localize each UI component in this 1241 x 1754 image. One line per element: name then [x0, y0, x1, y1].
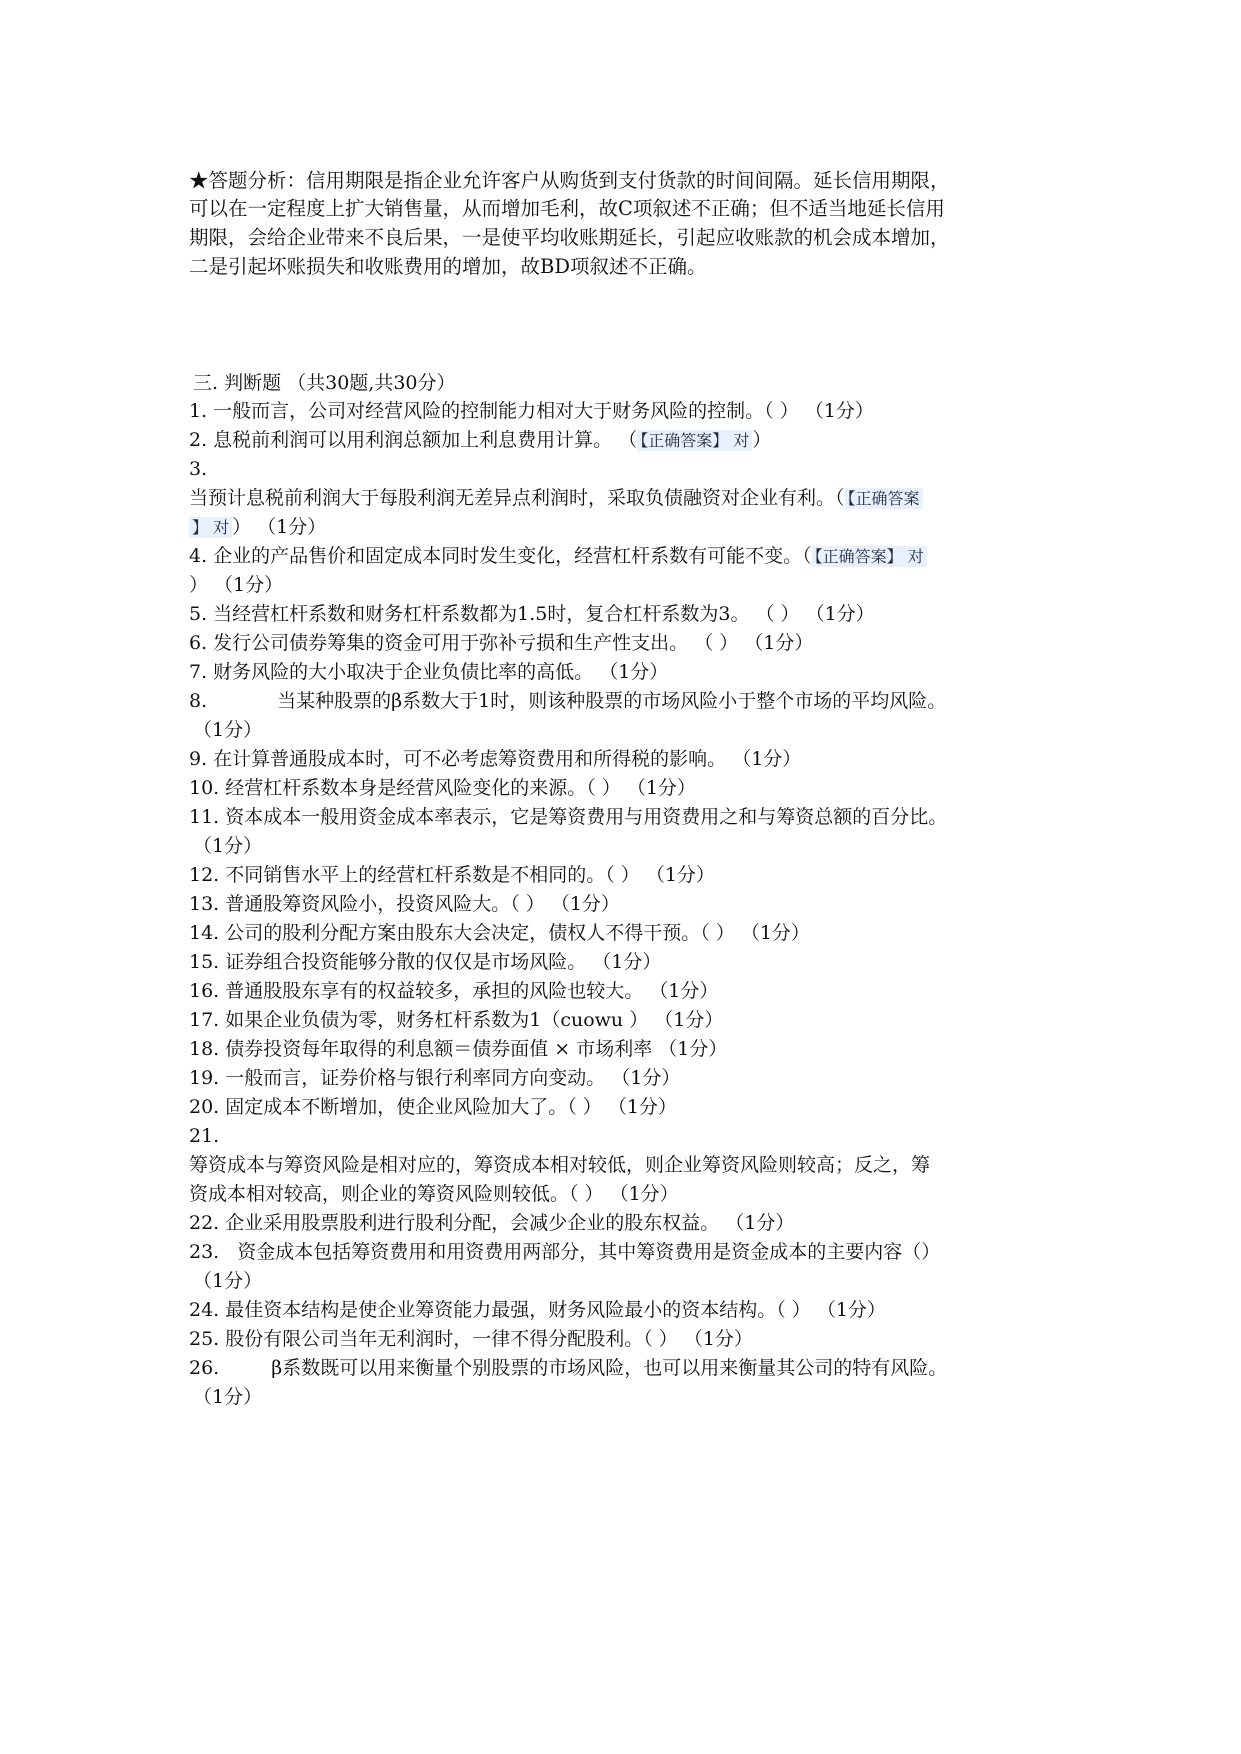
analysis-line: 期限，会给企业带来不良后果，一是使平均收账期延长，引起应收账款的机会成本增加， — [189, 226, 950, 249]
correct-answer-badge: 】 对 — [189, 517, 232, 538]
question-8-score: （1分） — [193, 719, 263, 741]
question-2 — [189, 427, 771, 454]
question-23-score: （1分） — [193, 1270, 263, 1292]
question-24: 24. 最佳资本结构是使企业筹资能力最强，财务风险最小的资本结构。（ ） （1分） — [189, 1299, 886, 1321]
correct-answer-badge: 【正确答案】 对 — [637, 430, 752, 451]
question-9: 9. 在计算普通股成本时，可不必考虑筹资费用和所得税的影响。 （1分） — [189, 748, 802, 770]
question-7: 7. 财务风险的大小取决于企业负债比率的高低。 （1分） — [189, 661, 669, 683]
question-14: 14. 公司的股利分配方案由股东大会决定，债权人不得干预。（ ） （1分） — [189, 922, 810, 944]
question-21-cont: 资成本相对较高，则企业的筹资风险则较低。（ ） （1分） — [189, 1183, 679, 1205]
question-text: 2. 息税前利润可以用利润总额加上利息费用计算。 （ — [189, 429, 638, 451]
question-text: 4. 企业的产品售价和固定成本同时发生变化，经营杠杆系数有可能不变。（ — [189, 545, 812, 567]
question-19: 19. 一般而言，证券价格与银行利率同方向变动。 （1分） — [189, 1067, 681, 1089]
question-3-number: 3. — [189, 458, 208, 480]
section-title: 三. 判断题 （共30题,共30分） — [193, 372, 456, 394]
question-22: 22. 企业采用股票股利进行股利分配，会减少企业的股东权益。 （1分） — [189, 1212, 795, 1234]
question-11-score: （1分） — [193, 835, 263, 857]
question-12: 12. 不同销售水平上的经营杠杆系数是不相同的。（ ） （1分） — [189, 864, 715, 886]
question-21-number: 21. — [189, 1125, 220, 1147]
question-5: 5. 当经营杠杆系数和财务杠杆系数都为1.5时，复合杠杆系数为3。 （ ） （1分） — [189, 603, 875, 625]
question-4-cont: ） （1分） — [189, 574, 284, 596]
question-16: 16. 普通股股东享有的权益较多，承担的风险也较大。 （1分） — [189, 980, 719, 1002]
question-number: 8. — [189, 690, 208, 712]
question-11: 11. 资本成本一般用资金成本率表示，它是筹资费用与用资费用之和与筹资总额的百分比。 — [189, 806, 948, 828]
question-23 — [189, 1239, 940, 1265]
question-18: 18. 债券投资每年取得的利息额＝债券面值 × 市场利率 （1分） — [189, 1038, 728, 1060]
question-20: 20. 固定成本不断增加，使企业风险加大了。（ ） （1分） — [189, 1096, 677, 1118]
question-text: 当某种股票的β系数大于1时，则该种股票的市场风险小于整个市场的平均风险。 — [277, 690, 947, 712]
question-number: 26. — [189, 1357, 220, 1379]
question-number: 23. — [189, 1241, 220, 1263]
question-25: 25. 股份有限公司当年无利润时，一律不得分配股利。（ ） （1分） — [189, 1328, 753, 1350]
question-text: 资金成本包括筹资费用和用资费用两部分，其中筹资费用是资金成本的主要内容（） — [237, 1241, 941, 1263]
question-13: 13. 普通股筹资风险小，投资风险大。（ ） （1分） — [189, 893, 620, 915]
question-26-score: （1分） — [193, 1386, 263, 1408]
analysis-line: 二是引起坏账损失和收账费用的增加，故BD项叙述不正确。 — [189, 255, 707, 278]
question-26 — [189, 1355, 947, 1381]
question-text: β系数既可以用来衡量个别股票的市场风险，也可以用来衡量其公司的特有风险。 — [271, 1357, 948, 1379]
question-1: 1. 一般而言，公司对经营风险的控制能力相对大于财务风险的控制。（ ） （1分） — [189, 400, 874, 422]
question-4 — [189, 543, 927, 570]
question-21: 筹资成本与筹资风险是相对应的，筹资成本相对较低，则企业筹资风险则较高；反之，筹 — [189, 1154, 931, 1176]
question-text: ） — [752, 429, 772, 451]
correct-answer-badge: 【正确答案 — [845, 488, 923, 509]
question-10: 10. 经营杠杆系数本身是经营风险变化的来源。（ ） （1分） — [189, 777, 696, 799]
question-text: 当预计息税前利润大于每股利润无差异点利润时，采取负债融资对企业有利。（ — [189, 487, 845, 509]
question-8 — [189, 688, 946, 714]
correct-answer-badge: 【正确答案】 对 — [812, 546, 927, 567]
analysis-line: ★答题分析：信用期限是指企业允许客户从购货到支付货款的时间间隔。延长信用期限， — [189, 169, 950, 192]
question-text: ） （1分） — [232, 516, 327, 538]
question-3 — [189, 485, 923, 512]
question-6: 6. 发行公司债券筹集的资金可用于弥补亏损和生产性支出。 （ ） （1分） — [189, 632, 814, 654]
question-3-cont — [189, 514, 326, 541]
question-15: 15. 证券组合投资能够分散的仅仅是市场风险。 （1分） — [189, 951, 662, 973]
question-17: 17. 如果企业负债为零，财务杠杆系数为1（cuowu ） （1分） — [189, 1009, 724, 1031]
analysis-line: 可以在一定程度上扩大销售量，从而增加毛利，故C项叙述不正确；但不适当地延长信用 — [189, 197, 945, 220]
